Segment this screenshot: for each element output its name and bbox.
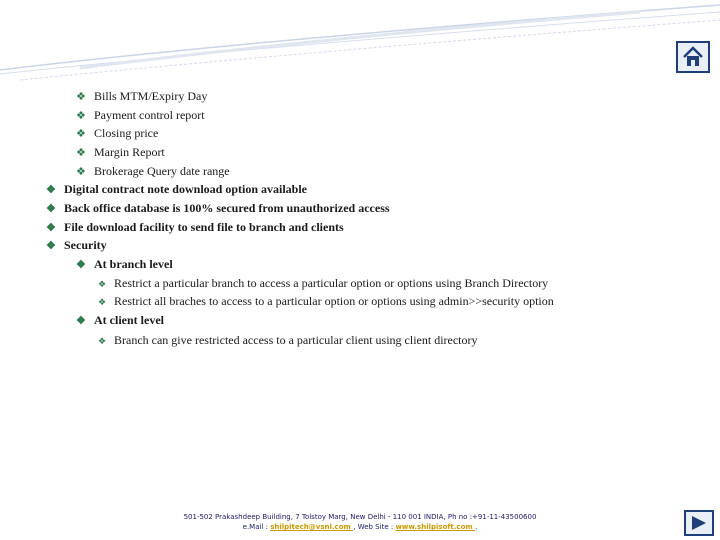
list-item: ❖ Bills MTM/Expiry Day [76, 87, 207, 106]
diamond-bullet-icon: ❖ [46, 222, 56, 234]
diamond-bullet-icon: ❖ [76, 166, 86, 178]
next-arrow-icon [689, 514, 709, 532]
footer-address: 501-502 Prakashdeep Building, 7 Tolstoy Marg, New Delhi - 110 001 INDIA, Ph no :+91-11-43500600 [183, 513, 537, 521]
list-item: ❖ Branch can give restricted access to a particular client using client directory [98, 331, 478, 350]
list-item: ❖ Security [46, 236, 107, 255]
diamond-bullet-icon: ❖ [46, 184, 56, 196]
list-item: ❖ Payment control report [76, 106, 205, 125]
diamond-bullet-icon: ❖ [76, 259, 86, 271]
list-item: ❖ Restrict all braches to access to a particular option or options using admin>>security option [98, 292, 554, 311]
list-item: ❖ Brokerage Query date range [76, 162, 230, 181]
branch-level-heading: ❖ At branch level [76, 255, 173, 274]
list-item: ❖ Margin Report [76, 143, 165, 162]
list-item: ❖ Closing price [76, 124, 158, 143]
home-button[interactable] [676, 41, 710, 73]
diamond-bullet-icon: ❖ [46, 240, 56, 252]
diamond-bullet-icon: ❖ [76, 147, 86, 159]
diamond-bullet-icon: ❖ [46, 203, 56, 215]
next-slide-button[interactable] [684, 510, 714, 536]
diamond-bullet-icon: ❖ [98, 279, 107, 289]
list-item: ❖ File download facility to send file to branch and clients [46, 218, 344, 237]
list-item: ❖ Restrict a particular branch to access a particular option or options using Branch Directory [98, 274, 548, 293]
client-level-heading: ❖ At client level [76, 311, 164, 330]
diamond-bullet-icon: ❖ [76, 91, 86, 103]
list-item: ❖ Back office database is 100% secured from unauthorized access [46, 199, 390, 218]
diamond-bullet-icon: ❖ [98, 336, 107, 346]
diamond-bullet-icon: ❖ [98, 297, 107, 307]
website-link[interactable]: www.shilpisoft.com [395, 523, 476, 531]
home-icon [681, 45, 705, 69]
diamond-bullet-icon: ❖ [76, 315, 86, 327]
list-item: ❖ Digital contract note download option available [46, 180, 307, 199]
footer-contact: e.Mail : shilpitech@vsnl.com , Web Site : www.shilpisoft.com . [242, 523, 478, 531]
diamond-bullet-icon: ❖ [76, 110, 86, 122]
header-swoosh-decoration [0, 0, 720, 90]
email-link[interactable]: shilpitech@vsnl.com [270, 523, 354, 531]
diamond-bullet-icon: ❖ [76, 128, 86, 140]
